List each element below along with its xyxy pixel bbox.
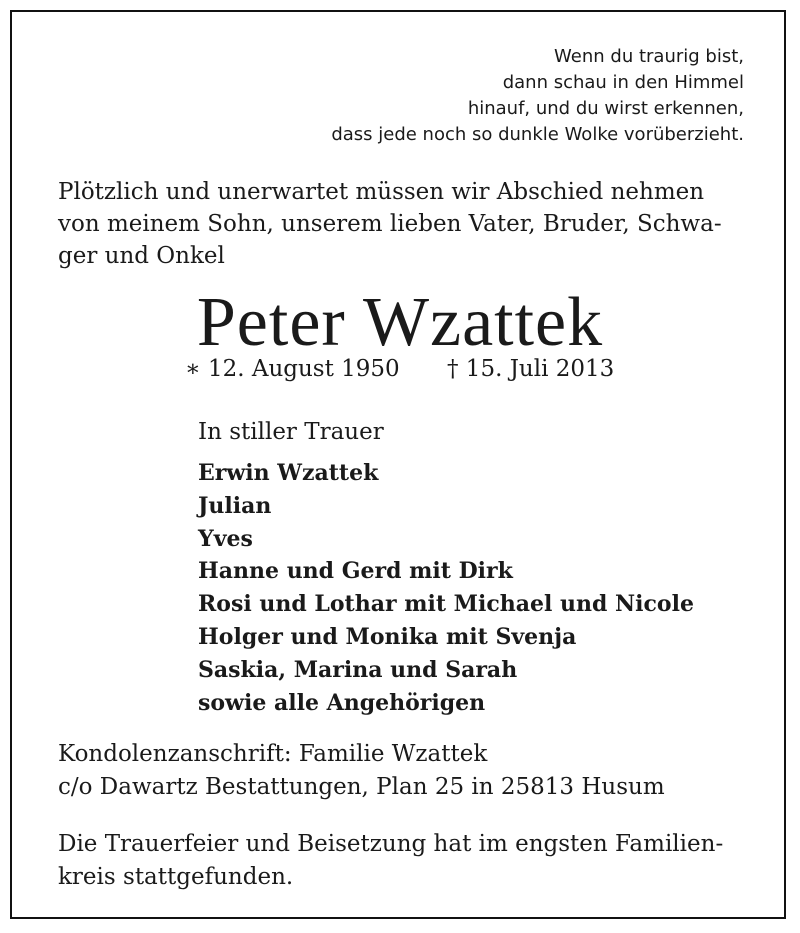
deceased-name: Peter Wzattek <box>196 284 604 361</box>
ceremony-line: kreis stattgefunden. <box>58 864 294 890</box>
mourner-name: Holger und Monika mit Svenja <box>198 623 577 650</box>
mourner-name: Julian <box>198 492 272 519</box>
mourner-name: Yves <box>198 525 253 552</box>
mourner-name: Hanne und Gerd mit Dirk <box>198 558 513 585</box>
intro-line: Plötzlich und unerwartet müssen wir Abschied nehmen <box>58 179 705 205</box>
mourning-heading: In stiller Trauer <box>198 419 384 445</box>
mourner-name: Erwin Wzattek <box>198 460 379 486</box>
quote-line: hinauf, und du wirst erkennen, <box>467 98 744 119</box>
intro-line: ger und Onkel <box>58 243 225 269</box>
mourners-list <box>198 457 694 719</box>
mourner-name: Saskia, Marina und Sarah <box>198 656 518 683</box>
quote-line: dass jede noch so dunkle Wolke vorüberzieht. <box>331 124 744 145</box>
mourner-name: Rosi und Lothar mit Michael und Nicole <box>198 591 694 618</box>
quote-line: Wenn du traurig bist, <box>554 46 744 67</box>
death-date: † 15. Juli 2013 <box>447 356 615 382</box>
quote-line: dann schau in den Himmel <box>502 72 744 93</box>
birth-date: ∗ 12. August 1950 <box>185 356 400 382</box>
condolence-address <box>58 738 665 804</box>
mourner-name: sowie alle Angehörigen <box>198 689 486 716</box>
address-line: Kondolenzanschrift: Familie Wzattek <box>58 741 488 767</box>
intro-line: von meinem Sohn, unserem lieben Vater, Bruder, Schwa- <box>58 211 722 237</box>
address-line: c/o Dawartz Bestattungen, Plan 25 in 25813 Husum <box>58 774 665 800</box>
intro-text <box>58 176 748 272</box>
life-dates <box>185 354 614 384</box>
ceremony-line: Die Trauerfeier und Beisetzung hat im engsten Familien- <box>58 831 724 857</box>
ceremony-note <box>58 828 723 894</box>
quote-block <box>331 44 744 148</box>
